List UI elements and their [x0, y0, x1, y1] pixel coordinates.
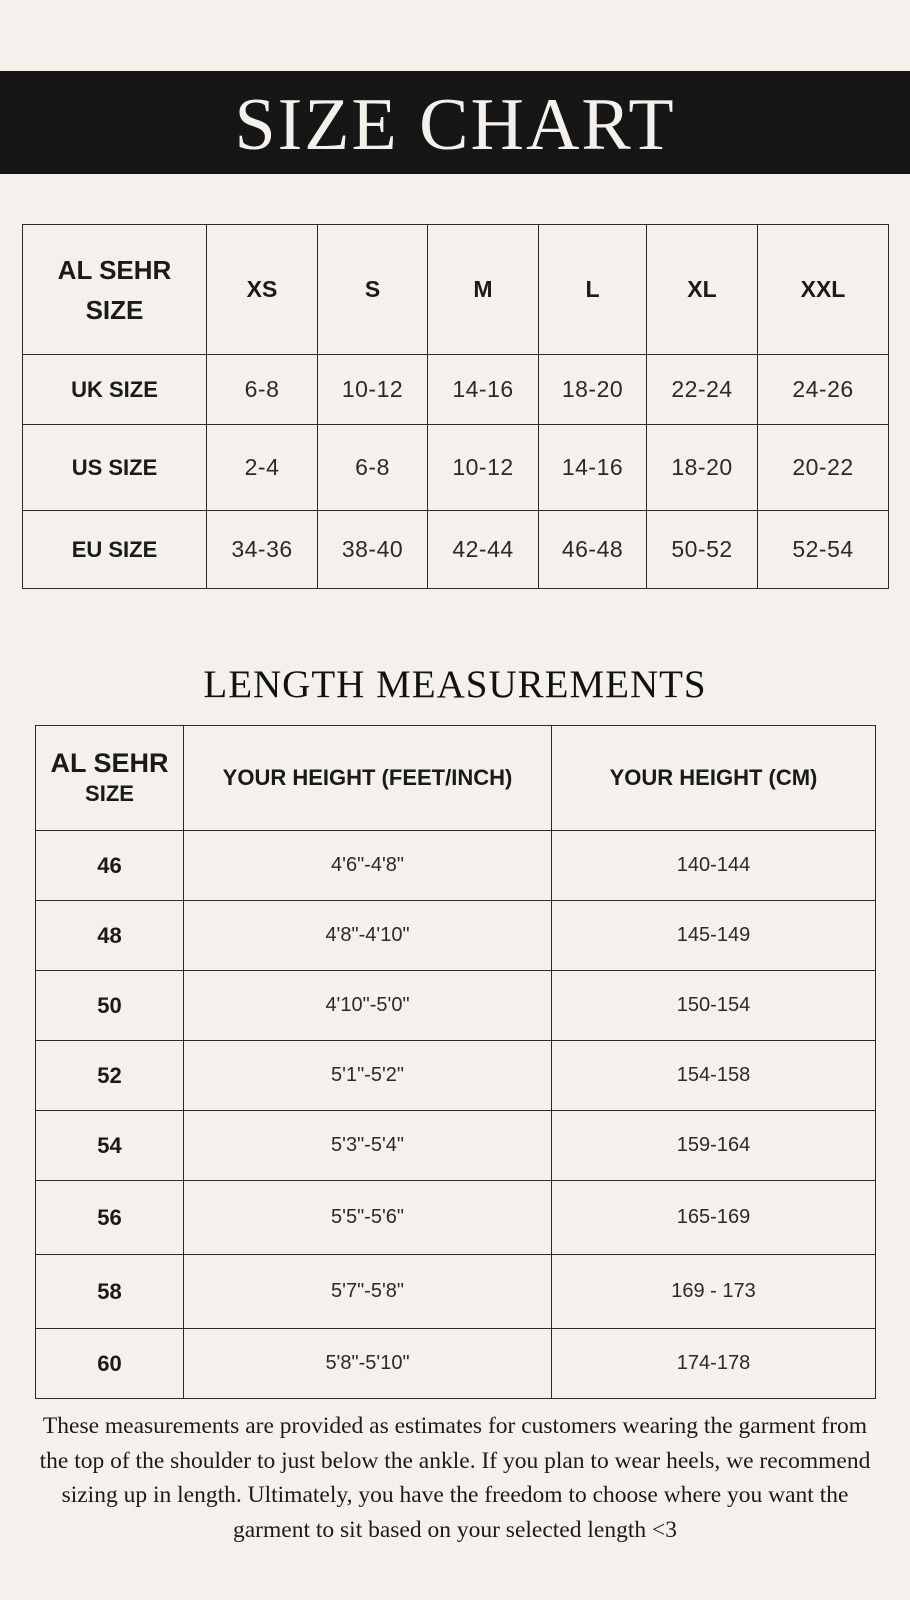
corner-label-line2: SIZE	[85, 294, 144, 325]
size-cell: 46	[36, 831, 184, 901]
size-cell: 56	[36, 1181, 184, 1255]
size-cell: 60	[36, 1329, 184, 1399]
table-cell: 24-26	[758, 355, 889, 425]
column-header-m: M	[428, 225, 539, 355]
table-cell: 6-8	[207, 355, 318, 425]
table-cell: 10-12	[428, 425, 539, 511]
size-cell: 58	[36, 1255, 184, 1329]
table-cell: 22-24	[647, 355, 758, 425]
table-cell: 10-12	[318, 355, 428, 425]
column-header-l: L	[539, 225, 647, 355]
height-feet-cell: 5'8"-5'10"	[184, 1329, 552, 1399]
table-cell: 18-20	[539, 355, 647, 425]
table-row-us-size	[23, 425, 889, 511]
length-measurements-title: LENGTH MEASUREMENTS	[203, 663, 707, 706]
length-measurements-table	[35, 725, 876, 1399]
table-row	[36, 971, 876, 1041]
size-cell: 52	[36, 1041, 184, 1111]
table-cell: 2-4	[207, 425, 318, 511]
table-row	[36, 1255, 876, 1329]
height-cm-cell: 154-158	[552, 1041, 876, 1111]
footnote: These measurements are provided as estimates for customers wearing the garment from the top of the shoulder to just below the ankle. If you plan to wear heels, we recommend sizing up in length. Ultimately, you have the freedom to choose where you want the garment to sit based on your selected length <3	[39, 1413, 871, 1543]
column-header-s: S	[318, 225, 428, 355]
table-row	[36, 1181, 876, 1255]
size-cell: 54	[36, 1111, 184, 1181]
table-row	[36, 1111, 876, 1181]
page-title: SIZE CHART	[234, 83, 676, 166]
height-cm-cell: 165-169	[552, 1181, 876, 1255]
column-header-xxl: XXL	[758, 225, 889, 355]
table-cell: 34-36	[207, 511, 318, 589]
size-cell: 48	[36, 901, 184, 971]
title-banner	[0, 71, 910, 174]
size-cell: 50	[36, 971, 184, 1041]
height-feet-cell: 4'8"-4'10"	[184, 901, 552, 971]
height-feet-cell: 5'1"-5'2"	[184, 1041, 552, 1111]
height-cm-cell: 150-154	[552, 971, 876, 1041]
length-table-corner-header	[36, 726, 184, 831]
table-cell: 20-22	[758, 425, 889, 511]
corner-label-line2: SIZE	[85, 781, 134, 806]
table-cell: 50-52	[647, 511, 758, 589]
column-header-height-cm: YOUR HEIGHT (CM)	[552, 726, 876, 831]
height-cm-cell: 174-178	[552, 1329, 876, 1399]
table-cell: 52-54	[758, 511, 889, 589]
row-header-uk-size: UK SIZE	[23, 355, 207, 425]
row-header-us-size: US SIZE	[23, 425, 207, 511]
corner-label-line1: AL SEHR	[50, 748, 169, 778]
size-conversion-table	[22, 224, 889, 589]
row-header-eu-size: EU SIZE	[23, 511, 207, 589]
table-cell: 42-44	[428, 511, 539, 589]
height-feet-cell: 5'5"-5'6"	[184, 1181, 552, 1255]
size-table-header-row	[23, 225, 889, 355]
table-row	[36, 831, 876, 901]
table-cell: 14-16	[539, 425, 647, 511]
table-cell: 18-20	[647, 425, 758, 511]
height-feet-cell: 5'7"-5'8"	[184, 1255, 552, 1329]
table-row-uk-size	[23, 355, 889, 425]
table-row	[36, 901, 876, 971]
length-table-header-row	[36, 726, 876, 831]
column-header-xs: XS	[207, 225, 318, 355]
table-row-eu-size	[23, 511, 889, 589]
column-header-xl: XL	[647, 225, 758, 355]
height-cm-cell: 169 - 173	[552, 1255, 876, 1329]
height-feet-cell: 5'3"-5'4"	[184, 1111, 552, 1181]
table-row	[36, 1041, 876, 1111]
table-cell: 38-40	[318, 511, 428, 589]
column-header-height-feet: YOUR HEIGHT (FEET/INCH)	[184, 726, 552, 831]
table-row	[36, 1329, 876, 1399]
height-cm-cell: 140-144	[552, 831, 876, 901]
size-table-corner-header	[23, 225, 207, 355]
table-cell: 14-16	[428, 355, 539, 425]
corner-label-line1: AL SEHR	[57, 254, 172, 285]
height-feet-cell: 4'6"-4'8"	[184, 831, 552, 901]
height-cm-cell: 145-149	[552, 901, 876, 971]
height-feet-cell: 4'10"-5'0"	[184, 971, 552, 1041]
height-cm-cell: 159-164	[552, 1111, 876, 1181]
table-cell: 46-48	[539, 511, 647, 589]
table-cell: 6-8	[318, 425, 428, 511]
